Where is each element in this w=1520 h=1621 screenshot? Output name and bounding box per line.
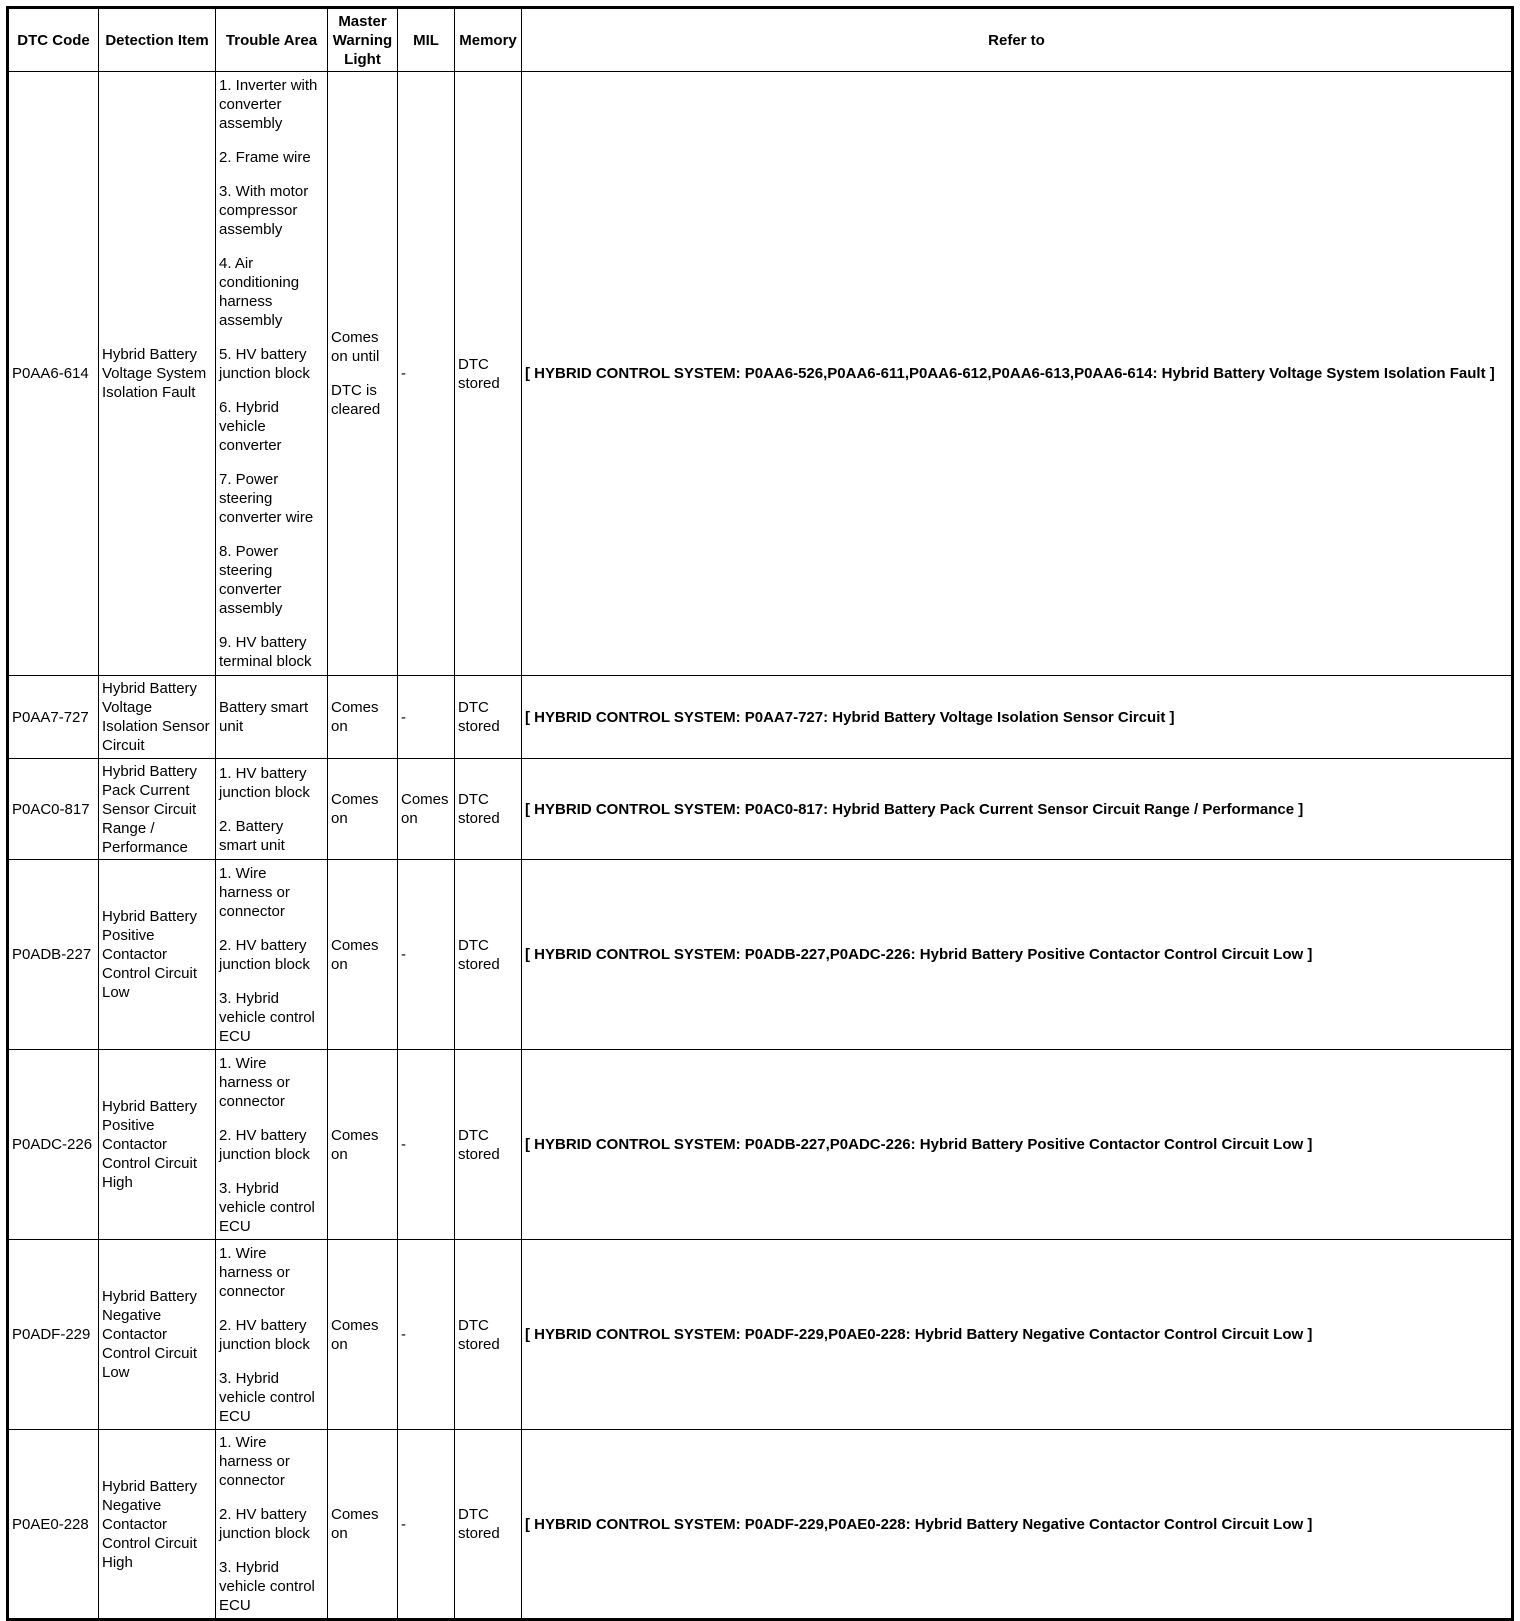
trouble-area-item: 1. Wire harness or connector [219, 864, 290, 920]
header-refer-to: Refer to [522, 8, 1513, 72]
dtc-code-cell: P0ADB-227 [8, 860, 99, 1050]
mil-cell: - [398, 860, 455, 1050]
trouble-area-item: 3. Hybrid vehicle control ECU [219, 1179, 315, 1235]
trouble-area-item: 2. HV battery junction block [219, 1506, 310, 1542]
header-mil: MIL [398, 8, 455, 72]
trouble-area-item: 3. With motor compressor assembly [219, 183, 309, 238]
table-header-row [8, 8, 1513, 72]
table-body [8, 72, 1513, 1620]
trouble-area-list [219, 1433, 324, 1615]
trouble-area-item: 4. Air conditioning harness assembly [219, 255, 300, 329]
mil-cell: - [398, 1050, 455, 1240]
trouble-area-item: 1. Inverter with converter assembly [219, 77, 318, 132]
dtc-code-cell: P0AA6-614 [8, 72, 99, 676]
mil-cell: - [398, 1240, 455, 1430]
memory-cell: DTC stored [455, 860, 522, 1050]
trouble-area-item: 5. HV battery junction block [219, 346, 310, 382]
dtc-code-cell: P0AC0-817 [8, 759, 99, 860]
header-master-warning-light: Master Warning Light [328, 8, 398, 72]
trouble-area-cell [216, 1430, 328, 1620]
detection-item-cell: Hybrid Battery Positive Contactor Control Circuit Low [99, 860, 216, 1050]
header-trouble-area: Trouble Area [216, 8, 328, 72]
trouble-area-item: 1. HV battery junction block [219, 764, 310, 801]
header-detection-item: Detection Item [99, 8, 216, 72]
memory-cell: DTC stored [455, 1430, 522, 1620]
trouble-area-item: 6. Hybrid vehicle converter [219, 399, 282, 454]
master-warning-light-text: Comes on [331, 1316, 379, 1353]
trouble-area-cell [216, 1050, 328, 1240]
master-warning-light-cell [328, 1050, 398, 1240]
dtc-code-cell: P0AE0-228 [8, 1430, 99, 1620]
master-warning-light-text: DTC is cleared [331, 382, 381, 418]
trouble-area-item: 2. HV battery junction block [219, 1126, 310, 1163]
detection-item-cell: Hybrid Battery Voltage System Isolation Fault [99, 72, 216, 676]
detection-item-cell: Hybrid Battery Negative Contactor Control Circuit High [99, 1430, 216, 1620]
trouble-area-cell [216, 72, 328, 676]
detection-item-cell: Hybrid Battery Pack Current Sensor Circuit Range / Performance [99, 759, 216, 860]
master-warning-light-cell [328, 676, 398, 759]
trouble-area-item: 1. Wire harness or connector [219, 1244, 290, 1300]
trouble-area-item: 2. HV battery junction block [219, 1316, 310, 1353]
trouble-area-cell [216, 759, 328, 860]
trouble-area-cell [216, 860, 328, 1050]
trouble-area-item: 1. Wire harness or connector [219, 1054, 290, 1110]
trouble-area-item: Battery smart unit [219, 699, 309, 735]
master-warning-light-text: Comes on [331, 1126, 379, 1163]
trouble-area-item: 2. Frame wire [219, 149, 311, 166]
header-dtc-code: DTC Code [8, 8, 99, 72]
trouble-area-item: 9. HV battery terminal block [219, 634, 312, 670]
trouble-area-list [219, 1054, 324, 1236]
master-warning-light-text: Comes on [331, 791, 379, 827]
detection-item-cell: Hybrid Battery Negative Contactor Control Circuit Low [99, 1240, 216, 1430]
trouble-area-list [219, 864, 324, 1046]
trouble-area-list [219, 698, 324, 736]
table-row [8, 676, 1513, 759]
mil-cell: - [398, 1430, 455, 1620]
trouble-area-item: 3. Hybrid vehicle control ECU [219, 1559, 315, 1614]
refer-to-cell: [ HYBRID CONTROL SYSTEM: P0AC0-817: Hybrid Battery Pack Current Sensor Circuit Range / Performance ] [522, 759, 1513, 860]
memory-cell: DTC stored [455, 759, 522, 860]
trouble-area-list [219, 76, 324, 671]
trouble-area-item: 3. Hybrid vehicle control ECU [219, 989, 315, 1045]
trouble-area-item: 8. Power steering converter assembly [219, 543, 283, 617]
trouble-area-list [219, 1244, 324, 1426]
mil-cell: Comes on [398, 759, 455, 860]
memory-cell: DTC stored [455, 1050, 522, 1240]
detection-item-cell: Hybrid Battery Positive Contactor Control Circuit High [99, 1050, 216, 1240]
master-warning-light-text: Comes on until [331, 329, 380, 365]
dtc-code-cell: P0ADF-229 [8, 1240, 99, 1430]
dtc-table [6, 6, 1514, 1621]
master-warning-light-text: Comes on [331, 699, 379, 735]
memory-cell: DTC stored [455, 1240, 522, 1430]
dtc-code-cell: P0AA7-727 [8, 676, 99, 759]
table-row [8, 1050, 1513, 1240]
table-row [8, 72, 1513, 676]
table-row [8, 1430, 1513, 1620]
refer-to-cell: [ HYBRID CONTROL SYSTEM: P0ADF-229,P0AE0-228: Hybrid Battery Negative Contactor Control Circuit Low ] [522, 1240, 1513, 1430]
master-warning-light-text: Comes on [331, 1506, 379, 1542]
header-memory: Memory [455, 8, 522, 72]
detection-item-cell: Hybrid Battery Voltage Isolation Sensor Circuit [99, 676, 216, 759]
trouble-area-item: 1. Wire harness or connector [219, 1434, 290, 1489]
master-warning-light-cell [328, 860, 398, 1050]
master-warning-light-cell [328, 1240, 398, 1430]
refer-to-cell: [ HYBRID CONTROL SYSTEM: P0AA6-526,P0AA6-611,P0AA6-612,P0AA6-613,P0AA6-614: Hybrid Battery Voltage System Isolation Fault ] [522, 72, 1513, 676]
refer-to-cell: [ HYBRID CONTROL SYSTEM: P0AA7-727: Hybrid Battery Voltage Isolation Sensor Circuit ] [522, 676, 1513, 759]
table-row [8, 759, 1513, 860]
mil-cell: - [398, 676, 455, 759]
trouble-area-item: 3. Hybrid vehicle control ECU [219, 1369, 315, 1425]
refer-to-cell: [ HYBRID CONTROL SYSTEM: P0ADF-229,P0AE0-228: Hybrid Battery Negative Contactor Control Circuit Low ] [522, 1430, 1513, 1620]
trouble-area-cell [216, 1240, 328, 1430]
trouble-area-cell [216, 676, 328, 759]
table-row [8, 1240, 1513, 1430]
trouble-area-item: 2. HV battery junction block [219, 936, 310, 973]
refer-to-cell: [ HYBRID CONTROL SYSTEM: P0ADB-227,P0ADC-226: Hybrid Battery Positive Contactor Control Circuit Low ] [522, 860, 1513, 1050]
master-warning-light-cell [328, 1430, 398, 1620]
trouble-area-item: 7. Power steering converter wire [219, 471, 314, 526]
memory-cell: DTC stored [455, 676, 522, 759]
master-warning-light-cell [328, 72, 398, 676]
table-row [8, 860, 1513, 1050]
trouble-area-list [219, 764, 324, 855]
master-warning-light-text: Comes on [331, 936, 379, 973]
trouble-area-item: 2. Battery smart unit [219, 817, 285, 854]
dtc-code-cell: P0ADC-226 [8, 1050, 99, 1240]
refer-to-cell: [ HYBRID CONTROL SYSTEM: P0ADB-227,P0ADC-226: Hybrid Battery Positive Contactor Control Circuit Low ] [522, 1050, 1513, 1240]
memory-cell: DTC stored [455, 72, 522, 676]
master-warning-light-cell [328, 759, 398, 860]
mil-cell: - [398, 72, 455, 676]
